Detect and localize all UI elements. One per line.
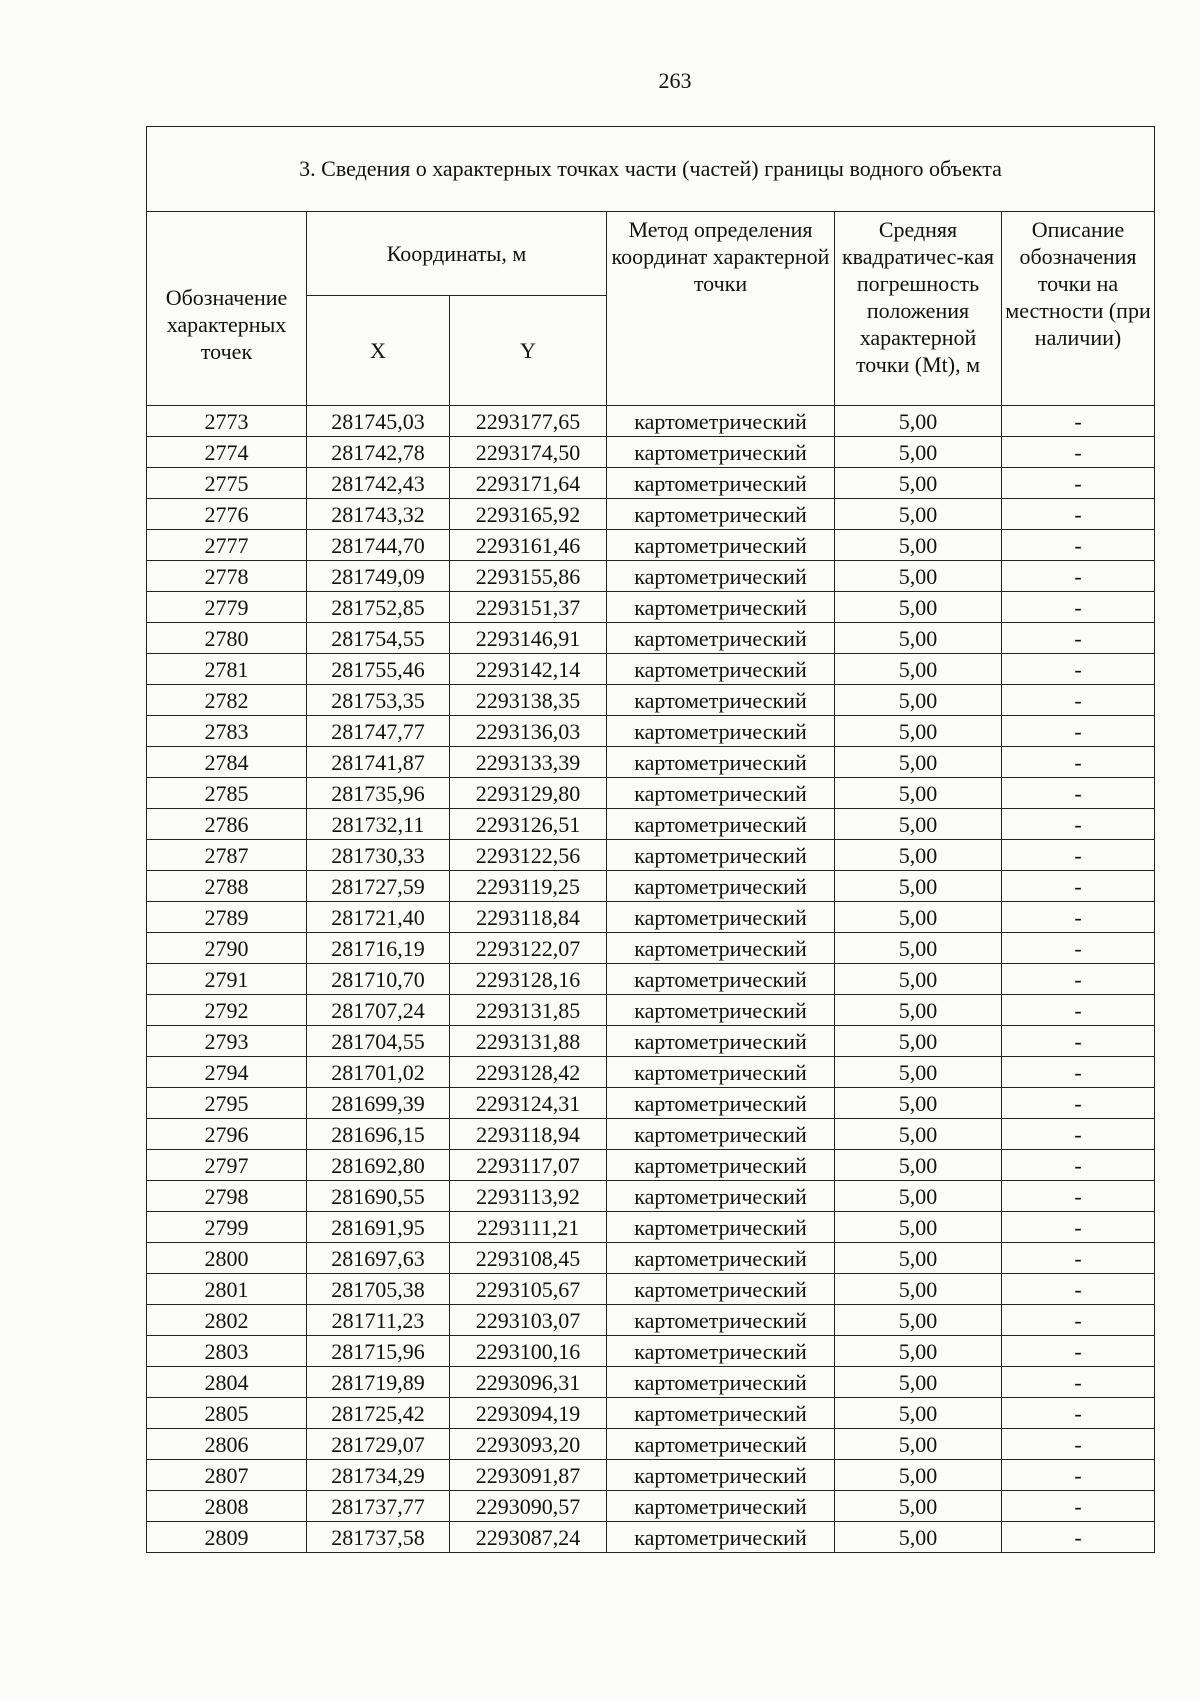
method-cell: картометрический [607,437,835,468]
y-cell: 2293146,91 [450,623,607,654]
description-cell: - [1002,1336,1155,1367]
designation-cell: 2804 [147,1367,307,1398]
y-cell: 2293093,20 [450,1429,607,1460]
method-cell: картометрический [607,1026,835,1057]
method-cell: картометрический [607,1212,835,1243]
table-row [147,1057,1155,1088]
error-cell: 5,00 [835,1460,1002,1491]
method-cell: картометрический [607,1181,835,1212]
designation-cell: 2773 [147,406,307,437]
y-cell: 2293118,84 [450,902,607,933]
method-cell: картометрический [607,406,835,437]
error-cell: 5,00 [835,1305,1002,1336]
table-row [147,1305,1155,1336]
header-y: Y [450,296,607,406]
designation-cell: 2795 [147,1088,307,1119]
table-row [147,1336,1155,1367]
error-cell: 5,00 [835,716,1002,747]
method-cell: картометрический [607,561,835,592]
designation-cell: 2776 [147,499,307,530]
y-cell: 2293165,92 [450,499,607,530]
x-cell: 281734,29 [307,1460,450,1491]
description-cell: - [1002,995,1155,1026]
x-cell: 281752,85 [307,592,450,623]
table-row [147,840,1155,871]
description-cell: - [1002,1367,1155,1398]
table-row [147,468,1155,499]
description-cell: - [1002,437,1155,468]
error-cell: 5,00 [835,933,1002,964]
designation-cell: 2809 [147,1522,307,1553]
designation-cell: 2808 [147,1491,307,1522]
page-number: 263 [658,68,692,93]
description-cell: - [1002,1181,1155,1212]
description-cell: - [1002,902,1155,933]
x-cell: 281745,03 [307,406,450,437]
error-cell: 5,00 [835,685,1002,716]
table-row [147,995,1155,1026]
header-x: X [307,296,450,406]
y-cell: 2293129,80 [450,778,607,809]
method-cell: картометрический [607,871,835,902]
method-cell: картометрический [607,1305,835,1336]
x-cell: 281690,55 [307,1181,450,1212]
x-cell: 281711,23 [307,1305,450,1336]
designation-cell: 2805 [147,1398,307,1429]
method-cell: картометрический [607,468,835,499]
error-cell: 5,00 [835,437,1002,468]
y-cell: 2293161,46 [450,530,607,561]
table-row [147,1212,1155,1243]
y-cell: 2293100,16 [450,1336,607,1367]
y-cell: 2293133,39 [450,747,607,778]
x-cell: 281735,96 [307,778,450,809]
designation-cell: 2802 [147,1305,307,1336]
table-row [147,809,1155,840]
x-cell: 281716,19 [307,933,450,964]
table-row [147,1088,1155,1119]
designation-cell: 2800 [147,1243,307,1274]
table-row [147,716,1155,747]
x-cell: 281697,63 [307,1243,450,1274]
description-cell: - [1002,809,1155,840]
description-cell: - [1002,654,1155,685]
designation-cell: 2794 [147,1057,307,1088]
description-cell: - [1002,685,1155,716]
table-row [147,1119,1155,1150]
description-cell: - [1002,1243,1155,1274]
y-cell: 2293118,94 [450,1119,607,1150]
y-cell: 2293136,03 [450,716,607,747]
method-cell: картометрический [607,902,835,933]
designation-cell: 2778 [147,561,307,592]
designation-cell: 2774 [147,437,307,468]
method-cell: картометрический [607,1522,835,1553]
error-cell: 5,00 [835,1522,1002,1553]
y-cell: 2293105,67 [450,1274,607,1305]
x-cell: 281743,32 [307,499,450,530]
description-cell: - [1002,964,1155,995]
y-cell: 2293128,16 [450,964,607,995]
designation-cell: 2790 [147,933,307,964]
y-cell: 2293096,31 [450,1367,607,1398]
y-cell: 2293090,57 [450,1491,607,1522]
description-cell: - [1002,1026,1155,1057]
error-cell: 5,00 [835,592,1002,623]
designation-cell: 2775 [147,468,307,499]
method-cell: картометрический [607,1491,835,1522]
y-cell: 2293122,07 [450,933,607,964]
description-cell: - [1002,871,1155,902]
designation-cell: 2784 [147,747,307,778]
designation-cell: 2783 [147,716,307,747]
error-cell: 5,00 [835,1088,1002,1119]
x-cell: 281754,55 [307,623,450,654]
description-cell: - [1002,933,1155,964]
description-cell: - [1002,623,1155,654]
y-cell: 2293142,14 [450,654,607,685]
method-cell: картометрический [607,1336,835,1367]
y-cell: 2293138,35 [450,685,607,716]
x-cell: 281742,43 [307,468,450,499]
method-cell: картометрический [607,592,835,623]
x-cell: 281737,77 [307,1491,450,1522]
x-cell: 281742,78 [307,437,450,468]
x-cell: 281744,70 [307,530,450,561]
x-cell: 281747,77 [307,716,450,747]
y-cell: 2293174,50 [450,437,607,468]
x-cell: 281704,55 [307,1026,450,1057]
method-cell: картометрический [607,1119,835,1150]
method-cell: картометрический [607,1274,835,1305]
table-row [147,1491,1155,1522]
y-cell: 2293151,37 [450,592,607,623]
x-cell: 281737,58 [307,1522,450,1553]
x-cell: 281725,42 [307,1398,450,1429]
error-cell: 5,00 [835,1274,1002,1305]
method-cell: картометрический [607,964,835,995]
method-cell: картометрический [607,1367,835,1398]
designation-cell: 2803 [147,1336,307,1367]
table-row [147,592,1155,623]
designation-cell: 2787 [147,840,307,871]
description-cell: - [1002,778,1155,809]
x-cell: 281705,38 [307,1274,450,1305]
method-cell: картометрический [607,1150,835,1181]
designation-cell: 2786 [147,809,307,840]
error-cell: 5,00 [835,1491,1002,1522]
error-cell: 5,00 [835,654,1002,685]
error-cell: 5,00 [835,1057,1002,1088]
error-cell: 5,00 [835,964,1002,995]
y-cell: 2293113,92 [450,1181,607,1212]
x-cell: 281729,07 [307,1429,450,1460]
method-cell: картометрический [607,530,835,561]
description-cell: - [1002,1491,1155,1522]
method-cell: картометрический [607,747,835,778]
table-row [147,685,1155,716]
header-method: Метод определения координат характерной точки [607,212,835,406]
x-cell: 281732,11 [307,809,450,840]
header-coordinates: Координаты, м [307,212,607,296]
designation-cell: 2796 [147,1119,307,1150]
designation-cell: 2779 [147,592,307,623]
error-cell: 5,00 [835,1212,1002,1243]
error-cell: 5,00 [835,406,1002,437]
method-cell: картометрический [607,1460,835,1491]
y-cell: 2293119,25 [450,871,607,902]
x-cell: 281715,96 [307,1336,450,1367]
description-cell: - [1002,406,1155,437]
table-row [147,406,1155,437]
x-cell: 281721,40 [307,902,450,933]
method-cell: картометрический [607,933,835,964]
table-row [147,1460,1155,1491]
x-cell: 281741,87 [307,747,450,778]
method-cell: картометрический [607,1429,835,1460]
description-cell: - [1002,1119,1155,1150]
method-cell: картометрический [607,685,835,716]
method-cell: картометрический [607,995,835,1026]
y-cell: 2293094,19 [450,1398,607,1429]
y-cell: 2293111,21 [450,1212,607,1243]
x-cell: 281755,46 [307,654,450,685]
designation-cell: 2791 [147,964,307,995]
table-row [147,654,1155,685]
y-cell: 2293171,64 [450,468,607,499]
y-cell: 2293128,42 [450,1057,607,1088]
x-cell: 281691,95 [307,1212,450,1243]
designation-cell: 2788 [147,871,307,902]
table-row [147,1150,1155,1181]
description-cell: - [1002,747,1155,778]
x-cell: 281710,70 [307,964,450,995]
method-cell: картометрический [607,716,835,747]
table-row [147,437,1155,468]
table-row [147,1522,1155,1553]
description-cell: - [1002,1274,1155,1305]
error-cell: 5,00 [835,1119,1002,1150]
designation-cell: 2777 [147,530,307,561]
table-row [147,1243,1155,1274]
x-cell: 281699,39 [307,1088,450,1119]
table-row [147,530,1155,561]
method-cell: картометрический [607,809,835,840]
error-cell: 5,00 [835,809,1002,840]
error-cell: 5,00 [835,1367,1002,1398]
error-cell: 5,00 [835,499,1002,530]
error-cell: 5,00 [835,561,1002,592]
designation-cell: 2785 [147,778,307,809]
table-row [147,902,1155,933]
y-cell: 2293124,31 [450,1088,607,1119]
table-row [147,1429,1155,1460]
error-cell: 5,00 [835,1243,1002,1274]
method-cell: картометрический [607,1398,835,1429]
table-row [147,561,1155,592]
y-cell: 2293177,65 [450,406,607,437]
method-cell: картометрический [607,778,835,809]
table-row [147,1367,1155,1398]
description-cell: - [1002,840,1155,871]
description-cell: - [1002,716,1155,747]
designation-cell: 2799 [147,1212,307,1243]
table-row [147,747,1155,778]
table-row [147,933,1155,964]
y-cell: 2293122,56 [450,840,607,871]
designation-cell: 2781 [147,654,307,685]
error-cell: 5,00 [835,1181,1002,1212]
table-row [147,1398,1155,1429]
error-cell: 5,00 [835,871,1002,902]
error-cell: 5,00 [835,1398,1002,1429]
header-error: Средняя квадратичес-кая погрешность положения характерной точки (Mt), м [835,212,1002,406]
x-cell: 281701,02 [307,1057,450,1088]
boundary-points-table [146,126,1155,1553]
x-cell: 281753,35 [307,685,450,716]
x-cell: 281692,80 [307,1150,450,1181]
description-cell: - [1002,1212,1155,1243]
description-cell: - [1002,592,1155,623]
table-body [147,406,1155,1553]
error-cell: 5,00 [835,1429,1002,1460]
table-row [147,1026,1155,1057]
error-cell: 5,00 [835,1026,1002,1057]
description-cell: - [1002,530,1155,561]
table-row [147,871,1155,902]
method-cell: картометрический [607,623,835,654]
description-cell: - [1002,1460,1155,1491]
error-cell: 5,00 [835,995,1002,1026]
description-cell: - [1002,1088,1155,1119]
method-cell: картометрический [607,654,835,685]
error-cell: 5,00 [835,902,1002,933]
designation-cell: 2780 [147,623,307,654]
method-cell: картометрический [607,840,835,871]
error-cell: 5,00 [835,778,1002,809]
table-row [147,964,1155,995]
error-cell: 5,00 [835,840,1002,871]
x-cell: 281719,89 [307,1367,450,1398]
table-row [147,778,1155,809]
designation-cell: 2793 [147,1026,307,1057]
y-cell: 2293131,85 [450,995,607,1026]
y-cell: 2293117,07 [450,1150,607,1181]
description-cell: - [1002,1429,1155,1460]
method-cell: картометрический [607,499,835,530]
description-cell: - [1002,1398,1155,1429]
y-cell: 2293103,07 [450,1305,607,1336]
error-cell: 5,00 [835,468,1002,499]
description-cell: - [1002,468,1155,499]
designation-cell: 2789 [147,902,307,933]
description-cell: - [1002,561,1155,592]
x-cell: 281749,09 [307,561,450,592]
y-cell: 2293126,51 [450,809,607,840]
error-cell: 5,00 [835,530,1002,561]
header-designation: Обозначение характерных точек [147,212,307,406]
x-cell: 281696,15 [307,1119,450,1150]
description-cell: - [1002,499,1155,530]
section-title: 3. Сведения о характерных точках части (частей) границы водного объекта [147,127,1155,212]
method-cell: картометрический [607,1088,835,1119]
description-cell: - [1002,1057,1155,1088]
error-cell: 5,00 [835,1150,1002,1181]
y-cell: 2293087,24 [450,1522,607,1553]
y-cell: 2293091,87 [450,1460,607,1491]
error-cell: 5,00 [835,747,1002,778]
designation-cell: 2782 [147,685,307,716]
x-cell: 281730,33 [307,840,450,871]
x-cell: 281707,24 [307,995,450,1026]
method-cell: картометрический [607,1057,835,1088]
table-row [147,623,1155,654]
error-cell: 5,00 [835,623,1002,654]
designation-cell: 2801 [147,1274,307,1305]
description-cell: - [1002,1305,1155,1336]
designation-cell: 2807 [147,1460,307,1491]
x-cell: 281727,59 [307,871,450,902]
designation-cell: 2797 [147,1150,307,1181]
y-cell: 2293131,88 [450,1026,607,1057]
error-cell: 5,00 [835,1336,1002,1367]
method-cell: картометрический [607,1243,835,1274]
table-row [147,1274,1155,1305]
y-cell: 2293108,45 [450,1243,607,1274]
designation-cell: 2792 [147,995,307,1026]
designation-cell: 2798 [147,1181,307,1212]
y-cell: 2293155,86 [450,561,607,592]
table-row [147,499,1155,530]
description-cell: - [1002,1150,1155,1181]
table-row [147,1181,1155,1212]
designation-cell: 2806 [147,1429,307,1460]
header-description: Описание обозначения точки на местности (при наличии) [1002,212,1155,406]
description-cell: - [1002,1522,1155,1553]
